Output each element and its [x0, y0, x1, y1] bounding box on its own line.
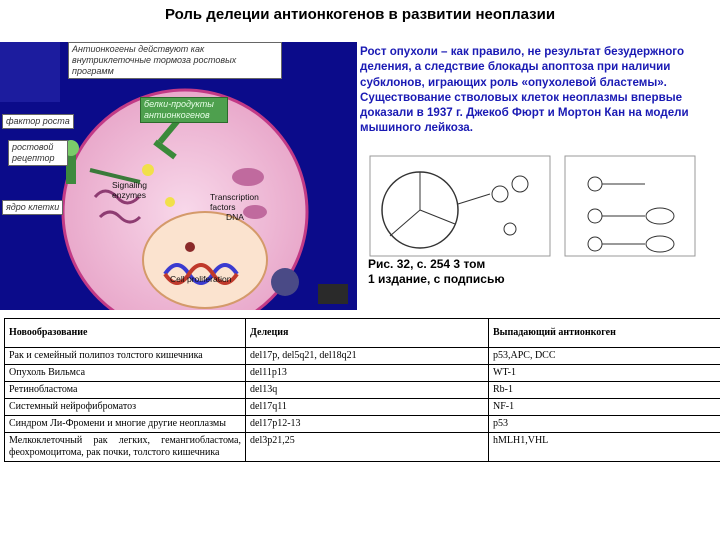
table-row [5, 382, 720, 399]
stem-cell-figure [360, 154, 700, 264]
table-row [5, 365, 720, 382]
antioncogene-table [4, 318, 720, 462]
growth-factor-label: фактор роста [2, 114, 74, 129]
tumor-growth-text: Рост опухоли – как правило, не результат безудержного деления, а следствие блокады апоптоза при наличии субклонов, играющих роль «опухолевой бластемы». Существование стволовых клеток неоплазмы впервые доказали в 1937 г. Джекоб Фюрт и Мортон Кан на модели мышиного лейкоза. [360, 45, 689, 135]
table-row [5, 416, 720, 433]
table-cell: Рак и семейный полипоз толстого кишечника [5, 348, 246, 365]
table-cell: hMLH1,VHL [489, 433, 720, 462]
caption-line-2: 1 издание, с подписью [368, 272, 505, 286]
antioncogenes-note: Антионкогены действуют как внутриклеточные тормоза ростовых программ [68, 42, 282, 79]
header-deletion: Делеция [246, 319, 489, 348]
table-cell: Опухоль Вильмса [5, 365, 246, 382]
cell-nucleus [143, 212, 267, 308]
table-cell: Ретинобластома [5, 382, 246, 399]
nucleus-label: ядро клетки [2, 200, 63, 215]
transcription-factors-label: Transcription factors [210, 192, 259, 212]
signaling-enzymes-label: Signaling enzymes [112, 180, 147, 200]
table-cell: p53,APC, DCC [489, 348, 720, 365]
table-row [5, 348, 720, 365]
table-cell: Синдром Ли-Фромени и многие другие неоплазмы [5, 416, 246, 433]
table-row [5, 399, 720, 416]
table-cell: del3p21,25 [246, 433, 489, 462]
cell-proliferation-label: Cell proliferation [170, 274, 232, 284]
table-cell: del17p, del5q21, del18q21 [246, 348, 489, 365]
header-neoplasm: Новообразование [5, 319, 246, 348]
table-cell: Мелкоклеточный рак легких, гемангиобластома, феохромоцитома, рак почки, толстого кишечника [5, 433, 246, 462]
table-cell: Rb-1 [489, 382, 720, 399]
page-title: Роль делеции антионкогенов в развитии неоплазии [164, 6, 556, 23]
growth-receptor-label: ростовой рецептор [8, 140, 68, 166]
antioncogene-proteins-label: белки-продукты антионкогенов [140, 97, 228, 123]
table-cell: WT-1 [489, 365, 720, 382]
caption-line-1: Рис. 32, с. 254 3 том [368, 257, 486, 271]
table-cell: NF-1 [489, 399, 720, 416]
table-cell: del17q11 [246, 399, 489, 416]
cell-drawing [0, 42, 357, 310]
table-row [5, 433, 720, 462]
table-cell: Системный нейрофиброматоз [5, 399, 246, 416]
cell-illustration [0, 42, 357, 310]
figure-caption [368, 257, 505, 287]
table-cell: del17p12-13 [246, 416, 489, 433]
table-cell: p53 [489, 416, 720, 433]
header-antioncogene: Выпадающий антионкоген [489, 319, 720, 348]
table-cell: del11p13 [246, 365, 489, 382]
table-cell: del13q [246, 382, 489, 399]
dna-label: DNA [226, 212, 244, 222]
table-header-row [5, 319, 720, 348]
